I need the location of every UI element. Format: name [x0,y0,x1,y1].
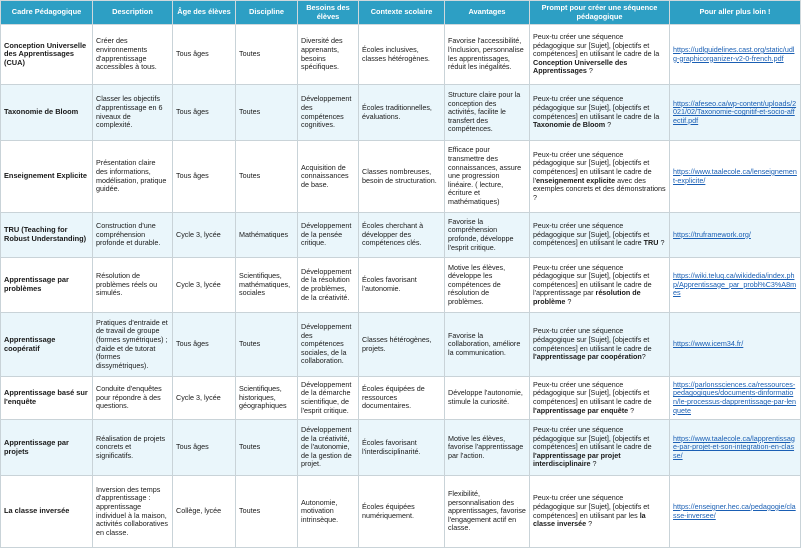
age-cell: Tous âges [173,25,236,85]
prompt-end: ? [641,352,646,362]
besoins-cell: Développement de la créativité, de l'autonomie, de la gestion de projet. [298,420,359,476]
avantages-cell: Favorise la compréhension profonde, développe l'esprit critique. [445,213,530,258]
besoins-cell: Développement des compétences sociales, de la collaboration. [298,313,359,377]
description-cell: Présentation claire des informations, modélisation, pratique guidée. [93,141,173,213]
avantages-cell: Développe l'autonomie, stimule la curiosité. [445,377,530,420]
avantages-cell: Structure claire pour la conception des activités, facilite le transfert des compétences. [445,85,530,141]
table-row [1,377,801,420]
contexte-cell: Écoles inclusives, classes hétérogènes. [359,25,445,85]
age-cell: Tous âges [173,313,236,377]
cadre-cell: Apprentissage par problèmes [1,258,93,313]
resource-link[interactable]: https://enseigner.hec.ca/pedagogie/classe-inversee/ [673,501,796,520]
discipline-cell: Toutes [236,420,298,476]
prompt-cell [530,476,670,548]
prompt-cell [530,85,670,141]
table-row [1,85,801,141]
discipline-cell: Mathématiques [236,213,298,258]
prompt-text: Peux-tu créer une séquence pédagogique sur [Sujet], [objectifs et compétences] en utilisant par les [533,493,650,520]
besoins-cell: Développement de la résolution de problèmes, de la créativité. [298,258,359,313]
prompt-keyword: la classe inversée [533,510,646,529]
age-cell: Tous âges [173,420,236,476]
resource-link[interactable]: https://truframework.org/ [673,229,751,239]
prompt-keyword: TRU [643,238,659,248]
prompt-end: ? [565,296,572,306]
contexte-cell: Écoles équipées numériquement. [359,476,445,548]
prompt-end: avec des exemples concrets et des démonstrations ? [533,175,666,202]
avantages-cell: Efficace pour transmettre des connaissances, assure une progression linéaire. ( lecture, écriture et mathématiques) [445,141,530,213]
avantages-cell: Favorise l'accessibilité, l'inclusion, personnalise les apprentissages, réduit les inégalités. [445,25,530,85]
discipline-cell: Toutes [236,313,298,377]
contexte-cell: Classes hétérogènes, projets. [359,313,445,377]
prompt-text: Peux-tu créer une séquence pédagogique sur [Sujet], [objectifs et compétences] en utilisant le cadre de l' [533,149,652,185]
header-age: Âge des élèves [173,1,236,25]
prompt-text: Peux-tu créer une séquence pédagogique sur [Sujet], [objectifs et compétences] en utilisant le cadre de [533,379,652,406]
prompt-keyword: l'apprentissage par coopération [533,352,642,362]
besoins-cell: Développement des compétences cognitives. [298,85,359,141]
cadre-cell: Apprentissage coopératif [1,313,93,377]
prompt-keyword: Taxonomie de Bloom [533,120,606,130]
prompt-cell [530,258,670,313]
link-cell [670,420,801,476]
prompt-cell [530,141,670,213]
link-cell [670,476,801,548]
table-row [1,476,801,548]
cadre-cell: Enseignement Explicite [1,141,93,213]
prompt-text: Peux-tu créer une séquence pédagogique sur [Sujet], [objectifs et compétences] en utilisant le cadre de la [533,32,660,59]
discipline-cell: Toutes [236,25,298,85]
prompt-cell [530,25,670,85]
resource-link[interactable]: https://wiki.teluq.ca/wikidedia/index.php/Apprentissage_par_probl%C3%A8mes [673,271,797,298]
prompt-text: Peux-tu créer une séquence pédagogique sur [Sujet], [objectifs et compétences] en utilisant le cadre [533,221,650,248]
description-cell: Inversion des temps d'apprentissage : apprentissage individuel à la maison, activités collaboratives en classe. [93,476,173,548]
cadre-cell: La classe inversée [1,476,93,548]
description-cell: Créer des environnements d'apprentissage accessibles à tous. [93,25,173,85]
prompt-keyword: résolution de problème [533,288,641,306]
besoins-cell: Diversité des apprenants, besoins spécifiques. [298,25,359,85]
cadre-cell: TRU (Teaching for Robust Understanding) [1,213,93,258]
link-cell [670,141,801,213]
header-contexte: Contexte scolaire [359,1,445,25]
besoins-cell: Autonomie, motivation intrinsèque. [298,476,359,548]
besoins-cell: Acquisition de connaissances de base. [298,141,359,213]
prompt-end: ? [586,519,593,529]
contexte-cell: Écoles traditionnelles, évaluations. [359,85,445,141]
resource-link[interactable]: https://parlonssciences.ca/ressources-pedagogiques/documents-dinformation/le-processus-dapprentissage-par-lenquete [673,379,797,415]
cadre-cell: Apprentissage basé sur l'enquête [1,377,93,420]
discipline-cell: Scientifiques, historiques, géographiques [236,377,298,420]
link-cell [670,213,801,258]
description-cell: Réalisation de projets concrets et significatifs. [93,420,173,476]
cadre-cell: Apprentissage par projets [1,420,93,476]
cadre-cell: Conception Universelle des Apprentissages (CUA) [1,25,93,85]
prompt-text: Peux-tu créer une séquence pédagogique sur [Sujet], [objectifs et compétences] en utilisant le cadre de [533,326,652,353]
link-cell [670,25,801,85]
prompt-keyword: Conception Universelle des Apprentissages [533,57,628,76]
cadre-cell: Taxonomie de Bloom [1,85,93,141]
besoins-cell: Développement de la pensée critique. [298,213,359,258]
table-row [1,258,801,313]
header-prompt: Prompt pour créer une séquence pédagogique [530,1,670,25]
header-avantages: Avantages [445,1,530,25]
description-cell: Classer les objectifs d'apprentissage en 6 niveaux de complexité. [93,85,173,141]
table-row [1,141,801,213]
contexte-cell: Classes nombreuses, besoin de structuration. [359,141,445,213]
description-cell: Pratiques d'entraide et de travail de groupe (formes symétriques) ; d'aide et de tutorat (formes dissymétriques). [93,313,173,377]
header-description: Description [93,1,173,25]
contexte-cell: Écoles favorisant l'interdisciplinarité. [359,420,445,476]
description-cell: Construction d'une compréhension profonde et durable. [93,213,173,258]
header-link: Pour aller plus loin ! [670,1,801,25]
discipline-cell: Scientifiques, mathématiques, sociales [236,258,298,313]
table-row [1,213,801,258]
age-cell: Collège, lycée [173,476,236,548]
prompt-cell [530,420,670,476]
contexte-cell: Écoles cherchant à développer des compétences clés. [359,213,445,258]
age-cell: Cycle 3, lycée [173,258,236,313]
avantages-cell: Motive les élèves, favorise l'apprentissage par l'action. [445,420,530,476]
header-besoins: Besoins des élèves [298,1,359,25]
prompt-cell [530,377,670,420]
prompt-keyword: l'apprentissage par projet interdisciplinaire [533,450,621,469]
prompt-end: ? [628,405,635,415]
resource-link[interactable]: https://afeseo.ca/wp-content/uploads/2021/02/Taxonomie-cognitif-et-socio-affectif.pdf [673,98,797,125]
prompt-keyword: l'apprentissage par enquête [533,405,629,415]
resource-link[interactable]: https://www.icem34.fr/ [673,339,744,349]
prompt-cell [530,313,670,377]
prompt-end: ? [590,459,597,469]
description-cell: Conduite d'enquêtes pour répondre à des questions. [93,377,173,420]
prompt-end: ? [586,66,593,76]
table-row [1,420,801,476]
table-row [1,25,801,85]
discipline-cell: Toutes [236,476,298,548]
prompt-end: ? [605,120,612,130]
link-cell [670,258,801,313]
prompt-text: Peux-tu créer une séquence pédagogique sur [Sujet], [objectifs et compétences] en utilisant le cadre de l'apprentissage par [533,262,652,298]
avantages-cell: Flexibilité, personnalisation des apprentissages, favorise l'engagement actif en classe. [445,476,530,548]
age-cell: Tous âges [173,141,236,213]
link-cell [670,377,801,420]
age-cell: Cycle 3, lycée [173,377,236,420]
prompt-text: Peux-tu créer une séquence pédagogique sur [Sujet], [objectifs et compétences] en utilisant le cadre de [533,425,652,452]
table-row [1,313,801,377]
header-row [1,1,801,25]
link-cell [670,313,801,377]
resource-link[interactable]: https://udlguidelines.cast.org/static/udlg-graphicorganizer-v2-0-french.pdf [673,44,795,63]
description-cell: Résolution de problèmes réels ou simulés. [93,258,173,313]
prompt-keyword: enseignement explicite [535,175,616,185]
avantages-cell: Motive les élèves, développe les compétences de résolution de problèmes. [445,258,530,313]
age-cell: Tous âges [173,85,236,141]
resource-link[interactable]: https://www.taalecole.ca/lapprentissage-par-projet-et-son-integration-en-classe/ [673,433,795,460]
contexte-cell: Écoles équipées de ressources documentaires. [359,377,445,420]
contexte-cell: Écoles favorisant l'autonomie. [359,258,445,313]
discipline-cell: Toutes [236,85,298,141]
prompt-end: ? [658,238,665,248]
resource-link[interactable]: https://www.taalecole.ca/lenseignement-explicite/ [673,166,797,185]
header-discipline: Discipline [236,1,298,25]
age-cell: Cycle 3, lycée [173,213,236,258]
besoins-cell: Développement de la démarche scientifique, de l'esprit critique. [298,377,359,420]
prompt-cell [530,213,670,258]
link-cell [670,85,801,141]
avantages-cell: Favorise la collaboration, améliore la communication. [445,313,530,377]
header-cadre: Cadre Pédagogique [1,1,93,25]
prompt-text: Peux-tu créer une séquence pédagogique sur [Sujet], [objectifs et compétences] en utilisant le cadre de la [533,94,660,121]
discipline-cell: Toutes [236,141,298,213]
